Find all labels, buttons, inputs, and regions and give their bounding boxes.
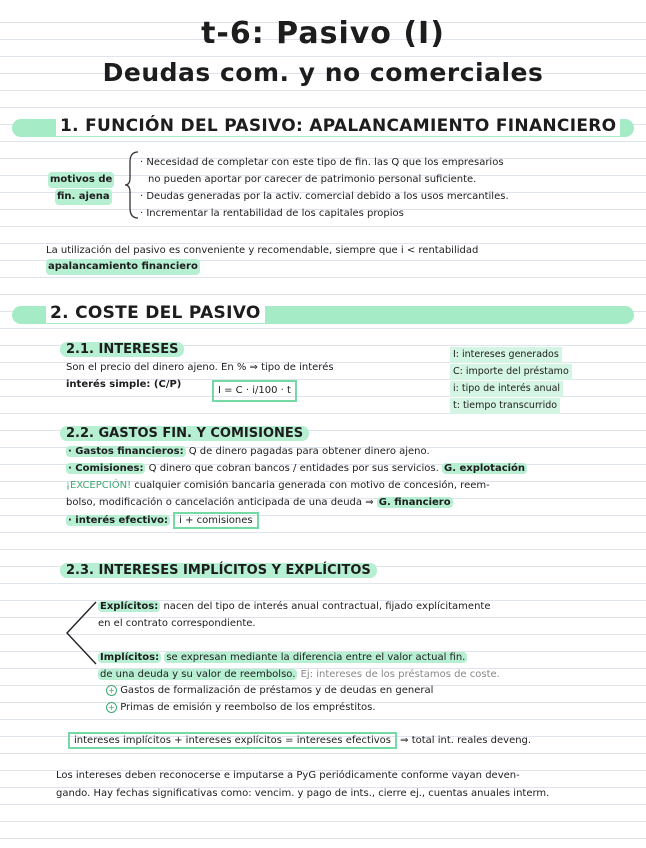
implicitos-ejemplo: Ej: intereses de los préstamos de coste. <box>300 669 500 680</box>
usage-line: La utilización del pasivo es conveniente y recomendable, siempre que i < rentabilidad <box>46 245 479 256</box>
closing-line-2: gando. Hay fechas significativas como: vencim. y pago de ints., cierre ej., cuentas anuales interm. <box>56 788 550 799</box>
motivo-bullet-1-cont: no pueden aportar por carecer de patrimonio personal suficiente. <box>148 174 477 185</box>
legend-line-2: C: importe del préstamo <box>450 364 572 380</box>
excepcion-text: cualquier comisión bancaria generada con motivo de concesión, reem- <box>134 480 490 491</box>
section-1-heading: 1. FUNCIÓN DEL PASIVO: APALANCAMIENTO FINANCIERO <box>56 116 620 136</box>
interes-efectivo-box: i + comisiones <box>173 512 258 529</box>
section-2-heading: 2. COSTE DEL PASIVO <box>46 303 265 323</box>
excepcion-line-2 <box>66 495 453 511</box>
implicitos-label: Implícitos: <box>100 652 160 663</box>
comisiones-tag: G. explotación <box>443 463 526 474</box>
motivo-bullet-1: · Necesidad de completar con este tipo de fin. las Q que los empresarios <box>140 157 504 168</box>
excepcion-tag: G. financiero <box>378 497 451 508</box>
interes-efectivo-line <box>66 513 259 529</box>
motivo-bullet-3: · Incrementar la rentabilidad de los capitales propios <box>140 208 404 219</box>
implicito-item-2 <box>106 700 376 716</box>
implicito-item-2-text: Primas de emisión y reembolso de los empréstitos. <box>120 702 376 713</box>
apalancamiento-highlight: apalancamiento financiero <box>46 259 200 275</box>
implicitos-line <box>98 650 467 666</box>
excepcion-line <box>66 478 490 494</box>
implicito-item-1 <box>106 683 433 699</box>
left-brace-icon <box>124 150 140 220</box>
interes-simple-label: interés simple: (C/P) <box>66 379 182 390</box>
explicitos-text: nacen del tipo de interés anual contractual, fijado explícitamente <box>163 601 491 612</box>
excepcion-label: ¡EXCEPCIÓN! <box>66 480 132 491</box>
equation-line <box>68 733 531 749</box>
motivos-label-2: fin. ajena <box>55 189 112 205</box>
explicitos-line <box>98 599 491 615</box>
explicitos-line-2: en el contrato correspondiente. <box>98 618 256 629</box>
implicito-item-1-text: Gastos de formalización de préstamos y de deudas en general <box>120 685 434 696</box>
motivo-bullet-2: · Deudas generadas por la activ. comercial debido a los usos mercantiles. <box>140 191 509 202</box>
angle-bracket-icon <box>64 600 98 666</box>
comisiones-label: · Comisiones: <box>68 463 144 474</box>
excepcion-text-2: bolso, modificación o cancelación anticipada de una deuda ⇒ <box>66 497 374 508</box>
implicitos-line-2 <box>98 667 500 683</box>
motivos-label-1: motivos de <box>48 172 114 188</box>
subsection-2-2-heading: 2.2. GASTOS FIN. Y COMISIONES <box>60 426 309 441</box>
gastos-financieros-label: · Gastos financieros: <box>68 446 184 457</box>
plus-circle-icon: + <box>106 685 117 696</box>
explicitos-label: Explícitos: <box>100 601 159 612</box>
interes-efectivo-label: · interés efectivo: <box>68 515 168 526</box>
implicitos-text-2: de una deuda y su valor de reembolso. <box>100 669 296 680</box>
page-subtitle: Deudas com. y no comerciales <box>102 58 544 87</box>
subsection-2-3-heading: 2.3. INTERESES IMPLÍCITOS Y EXPLÍCITOS <box>60 563 377 578</box>
intereses-equation-box: intereses implícitos + intereses explícitos = intereses efectivos <box>68 732 397 749</box>
page-title: t-6: Pasivo (I) <box>201 16 445 51</box>
plus-circle-icon: + <box>106 702 117 713</box>
legend-line-3: i: tipo de interés anual <box>450 381 563 397</box>
comisiones-line <box>66 461 527 477</box>
subsection-2-1-heading: 2.1. INTERESES <box>60 342 184 357</box>
intereses-equation-note: ⇒ total int. reales deveng. <box>400 735 532 746</box>
implicitos-text: se expresan mediante la diferencia entre el valor actual fin. <box>166 652 466 663</box>
legend-line-4: t: tiempo transcurrido <box>450 398 560 414</box>
gastos-financieros-line <box>66 444 430 460</box>
intereses-definition: Son el precio del dinero ajeno. En % ⇒ tipo de interés <box>66 362 334 373</box>
legend-line-1: I: intereses generados <box>450 347 562 363</box>
gastos-financieros-text: Q de dinero pagadas para obtener dinero ajeno. <box>188 446 430 457</box>
closing-line-1: Los intereses deben reconocerse e imputarse a PyG periódicamente conforme vayan deven- <box>56 770 520 781</box>
interes-simple-formula: I = C · i/100 · t <box>212 380 297 402</box>
comisiones-text: Q dinero que cobran bancos / entidades por sus servicios. <box>148 463 439 474</box>
